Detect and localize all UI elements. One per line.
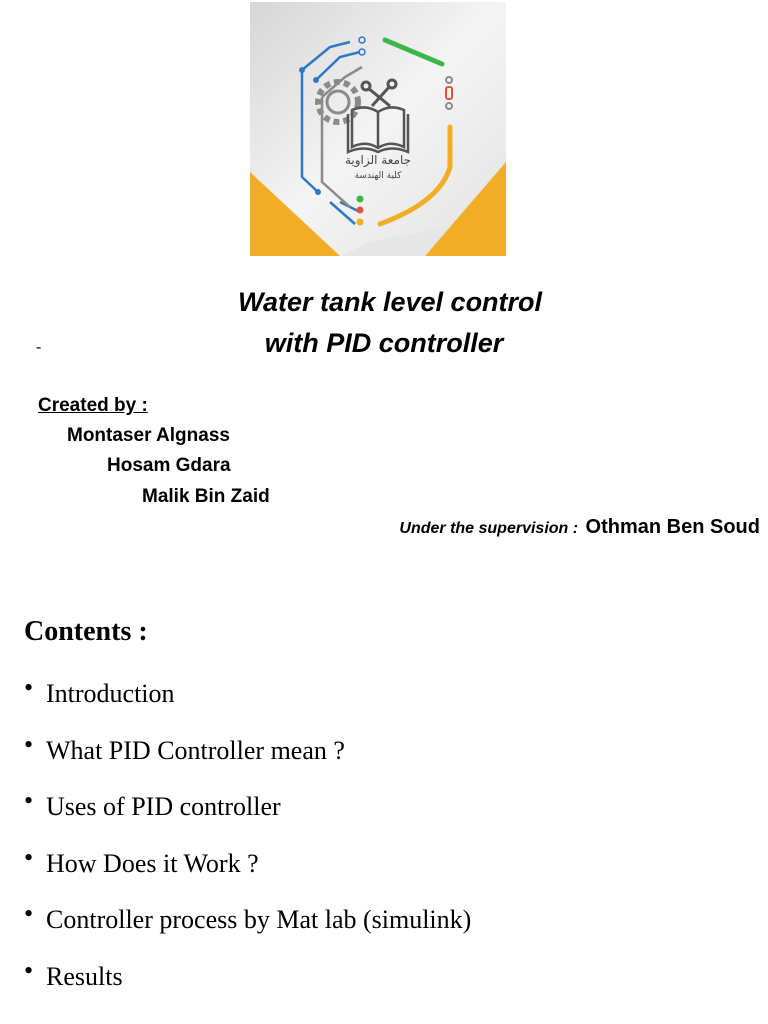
bullet-icon: • bbox=[24, 899, 34, 928]
logo-arabic-line1: جامعة الزاوية bbox=[344, 153, 412, 167]
bullet-icon: • bbox=[24, 673, 34, 702]
bullet-icon: • bbox=[24, 842, 34, 872]
title-line-2: with PID controller bbox=[264, 328, 504, 358]
contents-item-label: How Does it Work ? bbox=[46, 848, 259, 878]
contents-item-label: Introduction bbox=[46, 679, 175, 708]
contents-item bbox=[24, 900, 471, 957]
contents-item bbox=[24, 844, 471, 901]
bullet-icon: • bbox=[24, 955, 34, 985]
contents-item bbox=[24, 787, 471, 844]
dash-mark: - bbox=[36, 339, 42, 356]
author-name: Malik Bin Zaid bbox=[142, 486, 270, 507]
contents-item bbox=[24, 957, 471, 1014]
title-line-1: Water tank level control bbox=[237, 287, 543, 317]
contents-item-label: Uses of PID controller bbox=[46, 792, 281, 821]
supervisor-name: Othman Ben Soud bbox=[585, 516, 760, 538]
author-name: Montaser Algnass bbox=[67, 425, 230, 446]
contents-item bbox=[24, 674, 471, 731]
bullet-icon: • bbox=[24, 729, 34, 759]
logo-arabic-line2: كلية الهندسة bbox=[354, 171, 402, 181]
contents-item-label: Controller process by Mat lab (simulink) bbox=[46, 905, 472, 934]
document-title bbox=[0, 282, 768, 364]
contents-item bbox=[24, 731, 471, 788]
contents-list bbox=[24, 674, 471, 1013]
contents-item-label: Results bbox=[46, 961, 123, 991]
supervision-label: Under the supervision : bbox=[399, 520, 579, 537]
author-name: Hosam Gdara bbox=[107, 455, 231, 476]
contents-heading: Contents : bbox=[24, 616, 148, 647]
created-by-label: Created by : bbox=[38, 395, 148, 416]
bullet-icon: • bbox=[24, 786, 34, 815]
supervision-line bbox=[399, 516, 760, 539]
contents-item-label: What PID Controller mean ? bbox=[46, 735, 345, 765]
university-logo bbox=[250, 2, 506, 256]
logo-graphic bbox=[250, 2, 506, 256]
